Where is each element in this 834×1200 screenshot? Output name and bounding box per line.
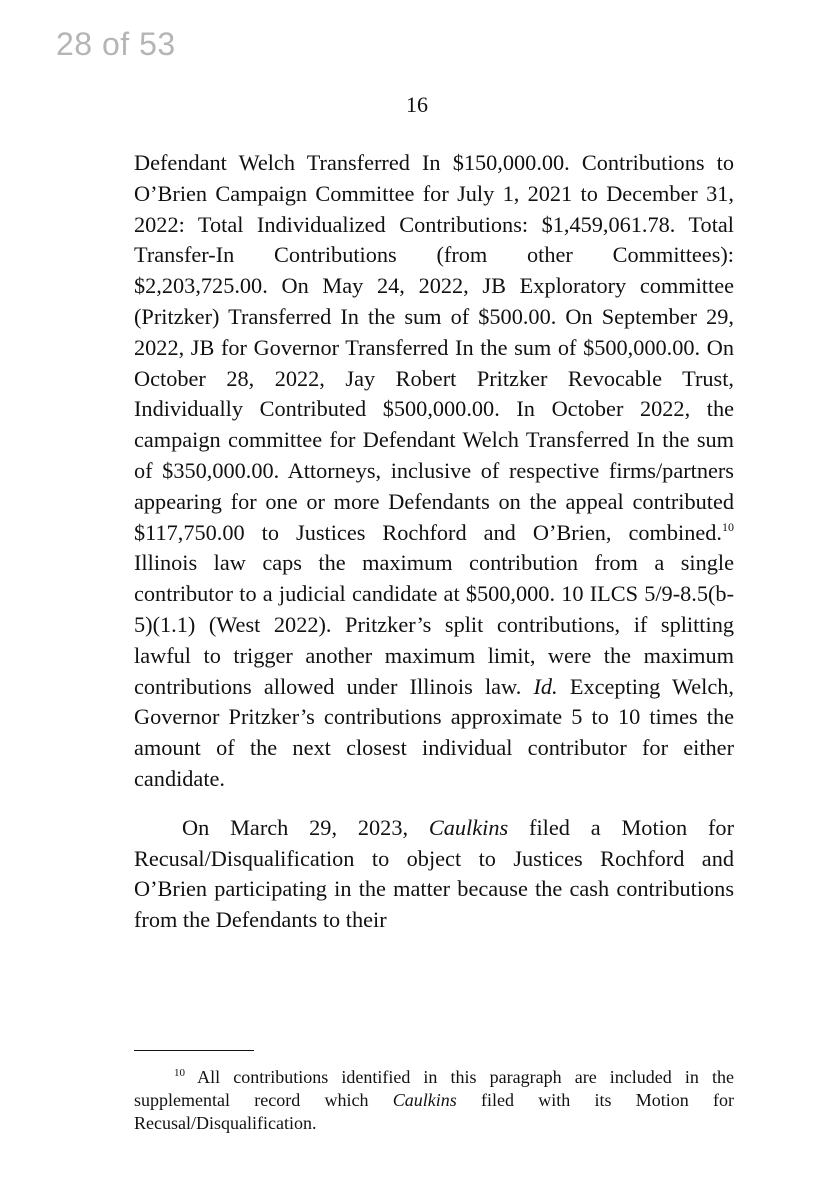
footnote-number: 10 (174, 1067, 185, 1079)
paragraph-contributions (134, 148, 734, 795)
footnote-text: All contributions identified in this paragraph are included in the supplemental record which (134, 1067, 734, 1110)
paragraph-text: Defendant Welch Transferred In $150,000.00. Contributions to O’Brien Campaign Committee for July 1, 2021 to December 31, 2022: Total Individualized Contributions: $1,459,061.78. Total Transfer-In Contributions (from other Committees): $2,203,725.00. On May 24, 2022, JB Exploratory committee (Pritzker) Transferred In the sum of $500.00. On September 29, 2022, JB for Governor Transferred In the sum of $500,000.00. On October 28, 2022, Jay Robert Pritzker Revocable Trust, Individually Contributed $500,000.00. In October 2022, the campaign committee for Defendant Welch Transferred In the sum of $350,000.00. Attorneys, inclusive of respective firms/partners appearing for one or more Defendants on the appeal contributed $117,750.00 to Justices Rochford and O’Brien, combined. (134, 150, 734, 545)
paragraph-motion (134, 813, 734, 936)
footnote-reference[interactable]: 10 (722, 519, 734, 534)
footnote-text: filed with its Motion for Recusal/Disqualification. (134, 1090, 734, 1133)
citation-id: Id. (533, 673, 558, 699)
paragraph-text: Excepting Welch, Governor Pritzker’s contributions approximate 5 to 10 times the amount of the next closest individual contributor for either candidate. (134, 673, 734, 791)
case-name: Caulkins (392, 1090, 457, 1110)
page-indicator: 28 of 53 (56, 26, 176, 62)
paragraph-text: filed a Motion for Recusal/Disqualification to object to Justices Rochford and O’Brien participating in the matter because the cash contributions from the Defendants to their (134, 814, 734, 933)
paragraph-text: Illinois law caps the maximum contribution from a single contributor to a judicial candidate at $500,000. 10 ILCS 5/9-8.5(b-5)(1.1) (West 2022). Pritzker’s split contributions, if splitting lawful to trigger another maximum limit, were the maximum contributions allowed under Illinois law. (134, 550, 734, 699)
case-name: Caulkins (428, 814, 509, 840)
paragraph-text: On March 29, 2023, (182, 814, 429, 840)
footnote (134, 1066, 734, 1135)
footnote-divider (134, 1050, 254, 1051)
page-number: 16 (406, 92, 428, 117)
document-body (134, 148, 734, 936)
